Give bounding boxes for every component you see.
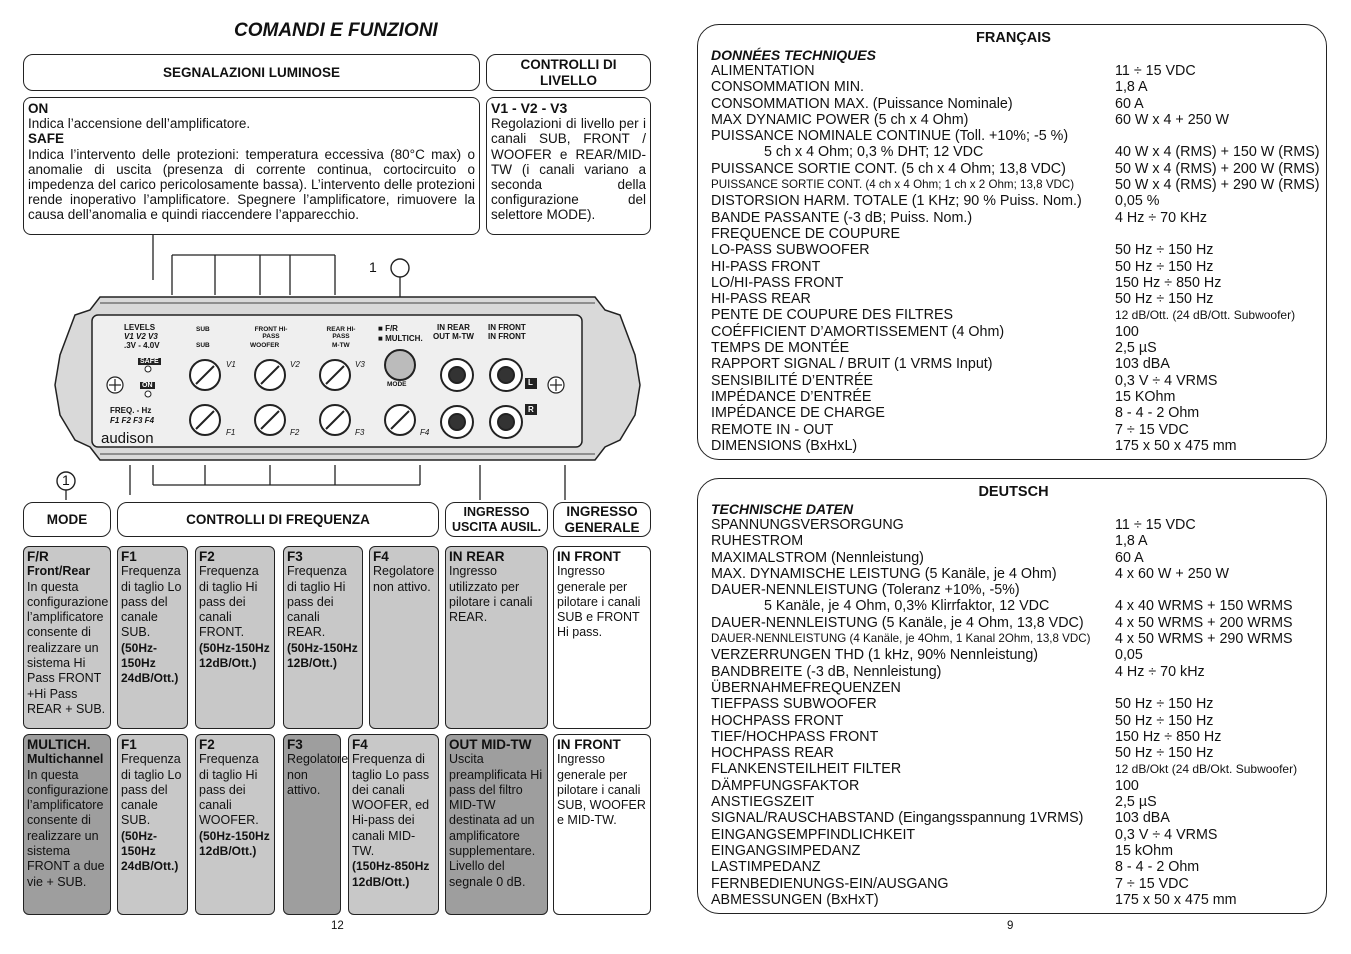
fr-spec-row (711, 438, 1316, 454)
fr-spec-row (711, 389, 1316, 405)
de-spec-key: DAUER-NENNLEISTUNG (5 Kanäle, je 4 Ohm, 13,8 VDC) (711, 614, 1084, 631)
fr-spec-value: 60 A (1115, 95, 1144, 112)
fr-spec-key: DISTORSION HARM. TOTALE (1 KHz; 90 % Puiss. Nom.) (711, 193, 1082, 210)
de-spec-row (711, 892, 1316, 908)
de-spec-key: BANDBREITE (-3 dB, Nennleistung) (711, 663, 942, 680)
amp-sub-label-2: SUB (196, 342, 210, 349)
fr-spec-value: 4 Hz ÷ 70 KHz (1115, 209, 1208, 226)
german-spec-table (697, 478, 1327, 914)
fr-spec-value: 175 x 50 x 475 mm (1115, 437, 1237, 454)
header-mode: MODE (23, 502, 111, 537)
de-spec-key: EINGANGSEMPFINDLICHKEIT (711, 826, 916, 843)
amp-v1-label: V1 (226, 360, 236, 369)
amp-f1-label: F1 (226, 428, 236, 437)
fr-spec-key: TEMPS DE MONTÉE (711, 340, 850, 357)
de-spec-row (711, 680, 1316, 696)
de-spec-row (711, 729, 1316, 745)
on-label: ON (28, 101, 49, 116)
de-spec-key: ÜBERNAHMEFREQUENZEN (711, 679, 901, 696)
de-spec-key: VERZERRUNGEN THD (1 kHz, 90% Nennleistung) (711, 647, 1039, 664)
page-number-right: 9 (1007, 920, 1014, 932)
de-spec-row (711, 761, 1316, 777)
fr-spec-row (711, 160, 1320, 177)
de-spec-value: 60 A (1115, 549, 1144, 566)
fr-spec-row (711, 405, 1316, 421)
fr-spec-key: SENSIBILITÉ D’ENTRÉE (711, 372, 874, 389)
header-segnalazioni: SEGNALAZIONI LUMINOSE (23, 54, 480, 91)
de-spec-key: RUHESTROM (711, 533, 804, 550)
de-spec-row (711, 517, 1316, 533)
header-controlli-livello: CONTROLLI DI LIVELLO (486, 54, 651, 91)
german-subtitle: TECHNISCHE DATEN (711, 501, 854, 517)
amp-f4-label: F4 (420, 428, 430, 437)
french-spec-table (697, 24, 1327, 460)
de-spec-row (711, 778, 1316, 794)
fr-spec-key: DIMENSIONS (BxHxL) (711, 437, 858, 454)
de-spec-row (711, 696, 1316, 712)
fr-spec-row (711, 128, 1316, 144)
de-spec-key: TIEF/HOCHPASS FRONT (711, 728, 879, 745)
fr-spec-row (711, 144, 1320, 161)
amp-l-label: L (528, 378, 533, 387)
fr-spec-row (711, 422, 1316, 438)
row1-f1-cell: F1 Frequenza di taglio Lo pass del canale SUB. (50Hz-150Hz 24dB/Ott.) (117, 546, 188, 729)
amp-front-hipass-label: FRONT HI-PASS (254, 326, 288, 340)
fr-spec-row (711, 177, 1320, 194)
de-spec-row (711, 550, 1316, 566)
de-spec-value: 12 dB/Okt (24 dB/Okt. Subwoofer) (1115, 762, 1298, 777)
fr-spec-row (711, 96, 1316, 112)
de-spec-value: 103 dBA (1115, 810, 1170, 827)
fr-spec-key: MAX DYNAMIC POWER (5 ch x 4 Ohm) (711, 111, 969, 128)
de-spec-value: 50 Hz ÷ 150 Hz (1115, 712, 1214, 729)
de-spec-key: DAUER-NENNLEISTUNG (4 Kanäle, je 4Ohm, 1 Kanal 2Ohm, 13,8 VDC) (711, 632, 1091, 646)
fr-spec-value: 2,5 µS (1115, 340, 1157, 357)
de-spec-key: HOCHPASS FRONT (711, 712, 844, 729)
german-title: DEUTSCH (978, 484, 1049, 500)
fr-spec-row (711, 79, 1316, 95)
de-spec-row (711, 631, 1316, 647)
de-spec-value: 50 Hz ÷ 150 Hz (1115, 696, 1214, 713)
fr-spec-value: 50 W x 4 (RMS) + 290 W (RMS) (1115, 177, 1320, 194)
on-safe-box (23, 97, 480, 235)
de-spec-key: ABMESSUNGEN (BxHxT) (711, 891, 879, 908)
fr-spec-key: PUISSANCE NOMINALE CONTINUE (Toll. +10%; -5 %) (711, 128, 1069, 145)
amp-on-label: ON (142, 382, 153, 389)
amp-brand-logo: audison (101, 430, 154, 447)
fr-spec-key: HI-PASS REAR (711, 291, 811, 308)
de-spec-row (711, 615, 1316, 631)
fr-spec-value: 50 Hz ÷ 150 Hz (1115, 242, 1214, 259)
de-spec-value: 1,8 A (1115, 533, 1148, 550)
de-spec-row (711, 664, 1316, 680)
levels-box (486, 97, 651, 235)
de-spec-key: SPANNUNGSVERSORGUNG (711, 517, 904, 533)
fr-spec-key: HI-PASS FRONT (711, 258, 821, 275)
french-title: FRANÇAIS (976, 30, 1051, 46)
de-spec-value: 4 x 50 WRMS + 200 WRMS (1115, 614, 1293, 631)
de-spec-key: 5 Kanäle, je 4 Ohm, 0,3% Klirrfaktor, 12 VDC (764, 598, 1050, 615)
de-spec-row (711, 533, 1316, 549)
de-spec-value: 4 Hz ÷ 70 kHz (1115, 663, 1205, 680)
fr-spec-key: PUISSANCE SORTIE CONT. (5 ch x 4 Ohm; 13,8 VDC) (711, 160, 1066, 177)
fr-spec-key: CONSOMMATION MIN. (711, 79, 865, 96)
de-spec-row (711, 876, 1316, 892)
fr-spec-row (711, 373, 1316, 389)
german-rows (711, 517, 1316, 908)
de-spec-row (711, 598, 1316, 614)
de-spec-value: 4 x 50 WRMS + 290 WRMS (1115, 631, 1293, 648)
fr-spec-value: 12 dB/Ott. (24 dB/Ott. Subwoofer) (1115, 308, 1296, 323)
fr-spec-value: 103 dBA (1115, 356, 1170, 373)
fr-spec-key: FREQUENCE DE COUPURE (711, 225, 901, 242)
de-spec-row (711, 794, 1316, 810)
de-spec-key: DAUER-NENNLEISTUNG (Toleranz +10%, -5%) (711, 582, 1020, 599)
french-rows (711, 63, 1320, 454)
fr-spec-row (711, 242, 1316, 258)
de-spec-key: MAX. DYNAMISCHE LEISTUNG (5 Kanäle, je 4 Ohm) (711, 565, 1057, 582)
de-spec-value: 11 ÷ 15 VDC (1115, 517, 1196, 533)
amp-f3-label: F3 (355, 428, 365, 437)
fr-spec-key: LO/HI-PASS FRONT (711, 274, 844, 291)
fr-spec-key: ALIMENTATION (711, 63, 815, 79)
fr-spec-row (711, 324, 1316, 340)
fr-spec-row (711, 291, 1316, 307)
on-text: Indica l’accensione dell’amplificatore. (28, 116, 251, 132)
fr-spec-key: IMPÉDANCE DE CHARGE (711, 405, 885, 422)
de-spec-key: FLANKENSTEILHEIT FILTER (711, 761, 902, 778)
de-spec-value: 0,05 (1115, 647, 1143, 664)
fr-spec-row (711, 193, 1316, 209)
amp-in-front-label: IN FRONT IN FRONT (488, 323, 526, 341)
fr-spec-value: 1,8 A (1115, 79, 1148, 96)
fr-spec-value: 11 ÷ 15 VDC (1115, 63, 1196, 79)
amp-rear-hipass-label: REAR HI-PASS (326, 326, 356, 340)
fr-spec-key: LO-PASS SUBWOOFER (711, 242, 870, 259)
fr-spec-row (711, 340, 1316, 356)
de-spec-value: 4 x 40 WRMS + 150 WRMS (1115, 598, 1293, 615)
header-ingresso-generale: INGRESSO GENERALE (553, 502, 651, 537)
de-spec-value: 0,3 V ÷ 4 VRMS (1115, 826, 1218, 843)
de-spec-value: 7 ÷ 15 VDC (1115, 875, 1189, 892)
de-spec-key: DÄMPFUNGSFAKTOR (711, 777, 860, 794)
row1-f2-cell: F2 Frequenza di taglio Hi pass dei canali FRONT. (50Hz-150Hz 12dB/Ott.) (195, 546, 275, 729)
fr-spec-key: RAPPORT SIGNAL / BRUIT (1 VRMS Input) (711, 356, 993, 373)
amp-f2-label: F2 (290, 428, 300, 437)
fr-spec-row (711, 112, 1316, 128)
callout-1-top: 1 (369, 259, 377, 275)
fr-spec-key: BANDE PASSANTE (-3 dB; Puiss. Nom.) (711, 209, 973, 226)
fr-spec-key: PUISSANCE SORTIE CONT. (4 ch x 4 Ohm; 1 ch x 2 Ohm; 13,8 VDC) (711, 178, 1075, 192)
fr-spec-value: 8 - 4 - 2 Ohm (1115, 405, 1200, 422)
de-spec-value: 4 x 60 W + 250 W (1115, 565, 1230, 582)
fr-spec-row (711, 63, 1316, 79)
levels-title: V1 - V2 - V3 (491, 100, 568, 116)
de-spec-row (711, 566, 1316, 582)
amp-sub-label: SUB (196, 326, 210, 333)
row2-out-mtw-cell: OUT MID-TW Uscita preamplificata Hi pass del filtro MID-TW destinata ad un amplificatore supplementare. Livello del segnale 0 dB. (445, 734, 548, 915)
row2-in-front-cell: IN FRONT Ingresso generale per pilotare i canali SUB, WOOFER e MID-TW. (553, 734, 651, 915)
fr-spec-row (711, 210, 1316, 226)
fr-spec-key: COÉFFICIENT D’AMORTISSEMENT (4 Ohm) (711, 323, 1005, 340)
de-spec-key: LASTIMPEDANZ (711, 859, 821, 876)
header-ingresso-ausil: INGRESSO USCITA AUSIL. (445, 502, 548, 537)
amp-levels-label: LEVELS V1 V2 V3 .3V - 4.0V (124, 323, 160, 350)
page-title: COMANDI E FUNZIONI (234, 20, 438, 41)
de-spec-row (711, 647, 1316, 663)
de-spec-value: 100 (1115, 777, 1139, 794)
amp-mtw-label: M-TW (332, 342, 350, 349)
fr-spec-row (711, 226, 1316, 242)
de-spec-value: 50 Hz ÷ 150 Hz (1115, 745, 1214, 762)
de-spec-key: HOCHPASS REAR (711, 745, 834, 762)
de-spec-value: 175 x 50 x 475 mm (1115, 891, 1237, 908)
fr-spec-key: 5 ch x 4 Ohm; 0,3 % DHT; 12 VDC (764, 144, 984, 161)
fr-spec-value: 40 W x 4 (RMS) + 150 W (RMS) (1115, 144, 1320, 161)
safe-label: SAFE (28, 131, 65, 147)
safe-text: Indica l’intervento delle protezioni: temperatura eccessiva (80°C max) o anomalie di uscita (presenza di corrente continua, cortocircuito o impedenza del carico pericolosamente bassa). L’intervento delle protezioni rende inoperativo l’amplificatore. Spegnere l’amplificatore, rimuovere la causa dell’anomalia e quindi riaccendere l’apparecchio. (28, 146, 475, 223)
de-spec-row (711, 713, 1316, 729)
de-spec-key: FERNBEDIENUNGS-EIN/AUSGANG (711, 875, 949, 892)
de-spec-row (711, 745, 1316, 761)
fr-spec-row (711, 307, 1316, 323)
fr-spec-value: 100 (1115, 323, 1139, 340)
fr-spec-value: 150 Hz ÷ 850 Hz (1115, 274, 1222, 291)
row1-in-rear-cell: IN REAR Ingresso utilizzato per pilotare i canali REAR. (445, 546, 548, 729)
de-spec-row (711, 843, 1316, 859)
amp-mode-selector-labels: ■ F/R ■ MULTICH. (378, 324, 423, 343)
amp-v3-label: V3 (355, 360, 365, 369)
fr-spec-row (711, 259, 1316, 275)
row2-f3-cell: F3 Regolatore non attivo. (283, 734, 341, 915)
fr-spec-value: 50 Hz ÷ 150 Hz (1115, 258, 1214, 275)
header-controlli-frequenza: CONTROLLI DI FREQUENZA (117, 502, 439, 537)
de-spec-row (711, 582, 1316, 598)
fr-spec-key: PENTE DE COUPURE DES FILTRES (711, 307, 954, 324)
amp-r-label: R (528, 405, 534, 414)
fr-spec-value: 0,3 V ÷ 4 VRMS (1115, 372, 1218, 389)
levels-text: Regolazioni di livello per i canali SUB, FRONT / WOOFER e REAR/MID-TW (i canali variano a seconda della configurazione del selettore MODE). (491, 116, 646, 223)
row2-f4-cell: F4 Frequenza di taglio Lo pass dei canali WOOFER, ed Hi-pass dei canali MID-TW. (150Hz-850Hz 12dB/Ott.) (348, 734, 439, 915)
amp-freq-label: FREQ. - Hz F1 F2 F3 F4 (110, 406, 155, 425)
de-spec-key: ANSTIEGSZEIT (711, 794, 815, 811)
de-spec-row (711, 859, 1316, 875)
fr-spec-row (711, 275, 1316, 291)
fr-spec-value: 50 W x 4 (RMS) + 200 W (RMS) (1115, 160, 1320, 177)
amp-woofer-label: WOOFER (250, 342, 280, 349)
fr-spec-value: 15 KOhm (1115, 388, 1176, 405)
fr-spec-value: 0,05 % (1115, 193, 1160, 210)
de-spec-key: EINGANGSIMPEDANZ (711, 842, 861, 859)
fr-spec-key: REMOTE IN - OUT (711, 421, 834, 438)
de-spec-key: TIEFPASS SUBWOOFER (711, 696, 877, 713)
row1-in-front-cell: IN FRONT Ingresso generale per pilotare i canali SUB e FRONT Hi pass. (553, 546, 651, 729)
de-spec-key: MAXIMALSTROM (Nennleistung) (711, 549, 924, 566)
row1-f3-cell: F3 Frequenza di taglio Hi pass dei canali REAR. (50Hz-150Hz 12B/Ott.) (283, 546, 363, 729)
row1-f4-cell: F4 Regolatore non attivo. (369, 546, 439, 729)
amplifier-illustration (20, 235, 655, 505)
french-subtitle: DONNÉES TECHNIQUES (711, 47, 876, 63)
fr-spec-value: 7 ÷ 15 VDC (1115, 421, 1189, 438)
fr-spec-row (711, 356, 1316, 372)
fr-spec-key: IMPÉDANCE D’ENTRÉE (711, 388, 872, 405)
de-spec-value: 2,5 µS (1115, 794, 1157, 811)
de-spec-key: SIGNAL/RAUSCHABSTAND (Eingangsspannung 1VRMS) (711, 810, 1084, 827)
amp-safe-label: SAFE (140, 358, 159, 365)
row2-f1-cell: F1 Frequenza di taglio Lo pass del canale SUB. (50Hz-150Hz 24dB/Ott.) (117, 734, 188, 915)
row1-mode-cell: F/R Front/Rear In questa configurazione l’amplificatore consente di realizzare un sistema Hi Pass FRONT +Hi Pass REAR + SUB. (23, 546, 111, 729)
de-spec-value: 15 kOhm (1115, 842, 1174, 859)
de-spec-value: 150 Hz ÷ 850 Hz (1115, 728, 1222, 745)
amp-v2-label: V2 (290, 360, 300, 369)
callout-1-bottom: 1 (62, 472, 70, 488)
de-spec-value: 8 - 4 - 2 Ohm (1115, 859, 1200, 876)
fr-spec-value: 60 W x 4 + 250 W (1115, 111, 1230, 128)
row2-mode-cell: MULTICH. Multichannel In questa configurazione l’amplificatore consente di realizzare un sistema FRONT a due vie + SUB. (23, 734, 111, 915)
fr-spec-key: CONSOMMATION MAX. (Puissance Nominale) (711, 95, 1013, 112)
amp-mode-label: MODE (387, 381, 407, 388)
page-number-left: 12 (331, 920, 344, 932)
amp-in-rear-label: IN REAR OUT M-TW (433, 323, 474, 341)
de-spec-row (711, 810, 1316, 826)
row2-f2-cell: F2 Frequenza di taglio Hi pass dei canali WOOFER. (50Hz-150Hz 12dB/Ott.) (195, 734, 275, 915)
fr-spec-value: 50 Hz ÷ 150 Hz (1115, 291, 1214, 308)
de-spec-row (711, 827, 1316, 843)
